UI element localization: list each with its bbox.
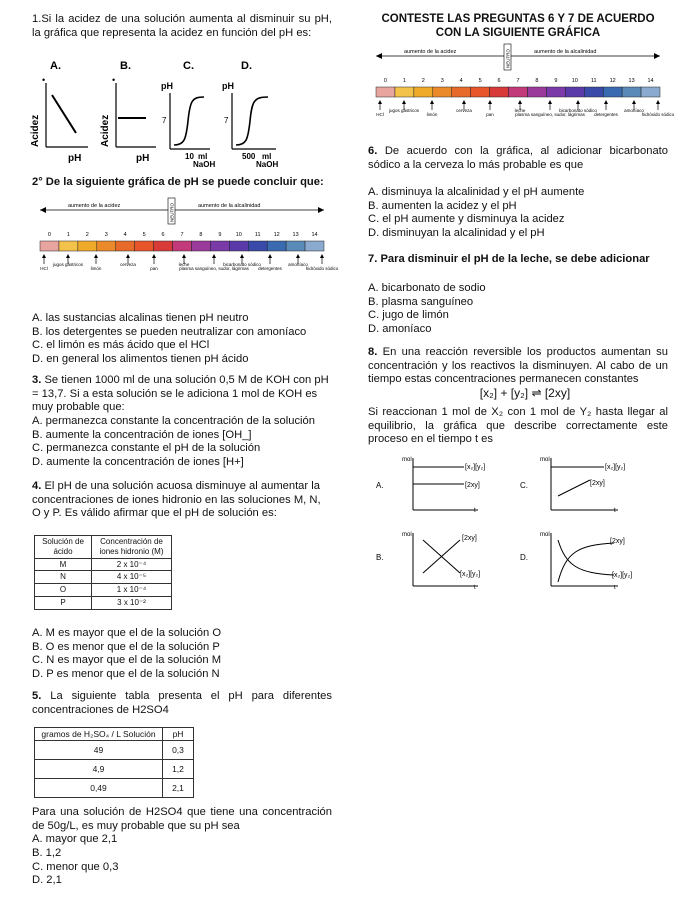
scale-number: 12	[609, 78, 616, 84]
scale-color-cell	[267, 241, 286, 251]
q8-c-xy: [x₂][y₂]	[605, 464, 626, 471]
ph-scale-left	[32, 196, 339, 296]
scale-number: 2	[85, 232, 89, 238]
q8-label-d: D.	[520, 553, 528, 562]
scale-item-arrow-head	[378, 100, 382, 104]
q1-graph-c-seven: 7	[162, 116, 167, 125]
scale-number: 8	[199, 232, 203, 238]
q1-graph-b-xlabel: pH	[136, 153, 150, 164]
scale-item-arrow-head	[320, 254, 324, 258]
question-1	[32, 13, 332, 40]
scale-color-cell	[248, 241, 267, 251]
scale-item-label: bicarbonato sódico	[223, 262, 261, 267]
section-header: CONTESTE LAS PREGUNTAS 6 Y 7 DE ACUERDO CON LA SIGUIENTE GRÁFICA	[381, 13, 655, 39]
q5-option-c[interactable]: C. menor que 0,3	[32, 860, 119, 873]
q5-cell: 1,2	[163, 760, 194, 779]
q1-graph-d	[222, 81, 278, 169]
question-1-text: 1.Si la acidez de una solución aumenta al disminuir su pH, la gráfica que representa la acidez en función del pH es:	[32, 13, 332, 39]
scale-number: 9	[554, 78, 558, 84]
scale-number: 10	[571, 78, 578, 84]
question-6-options	[368, 186, 668, 241]
q1-graph-d-xnum: 500	[242, 152, 256, 161]
q5-cell: 2,1	[163, 779, 194, 798]
scale-item-arrow-head	[402, 100, 406, 104]
scale-item-label: leche	[514, 108, 526, 113]
q4-cell: 3 x 10⁻²	[92, 596, 172, 609]
scale-number: 6	[497, 78, 501, 84]
scale-number: 7	[180, 232, 184, 238]
q8-c-t: t	[614, 508, 616, 514]
q8-label-a: A.	[376, 481, 384, 490]
scale-color-cell	[210, 241, 229, 251]
q5-option-b[interactable]: B. 1,2	[32, 846, 62, 859]
q6-option-b[interactable]: B. aumenten la acidez y el pH	[368, 199, 517, 212]
scale-number: 5	[478, 78, 482, 84]
scale-number: 0	[47, 232, 51, 238]
q4-num: 4.	[32, 480, 42, 492]
scale-color-cell	[490, 87, 509, 97]
scale-number: 4	[459, 78, 463, 84]
q2-option-c[interactable]: C. el limón es más ácido que el HCl	[32, 339, 210, 352]
q5-cell: 0,49	[35, 779, 163, 798]
scale-item-arrow-head	[94, 254, 98, 258]
q8-c-2xy: [2xy]	[590, 480, 605, 487]
q3-option-a[interactable]: A. permanezca constante la concentración de la solución	[32, 414, 315, 427]
scale-item-arrow-head	[462, 100, 466, 104]
scale-number: 0	[383, 78, 387, 84]
scale-item-arrow-head	[42, 254, 46, 258]
scale-color-cell	[286, 241, 305, 251]
q1-graph-d-xunit: ml	[262, 152, 272, 161]
scale-number: 14	[311, 232, 318, 238]
q4-option-a[interactable]: A. M es mayor que el de la solución O	[32, 627, 222, 639]
scale-item-label: limón	[90, 266, 102, 271]
question-2-text: 2° De la siguiente gráfica de pH se puede concluir que:	[32, 176, 324, 188]
q4-cell: O	[35, 584, 92, 597]
scale-color-cell	[584, 87, 603, 97]
q5-num: 5.	[32, 690, 42, 702]
scale-item-arrow-head	[296, 254, 300, 258]
q8-d-2xy: [2xy]	[610, 538, 625, 545]
question-7	[368, 253, 668, 267]
scale-item-label: plasma sanguíneo, sudor, lágrimas	[179, 266, 249, 271]
q5-cell: 4,9	[35, 760, 163, 779]
q1-graph-c	[161, 81, 215, 169]
scale-color-cell	[471, 87, 490, 97]
scale-item-arrow-head	[518, 100, 522, 104]
scale-number: 14	[647, 78, 654, 84]
ph-scale-right	[368, 42, 675, 142]
q5-th-grams: gramos de H₂SO₄ / L Solución	[35, 728, 163, 741]
scale-item-label: limón	[426, 112, 438, 117]
table-row	[35, 779, 194, 798]
q6-num: 6.	[368, 145, 378, 157]
scale-color-cell	[565, 87, 584, 97]
scale-color-cell	[59, 241, 78, 251]
q8-graph-a	[376, 457, 485, 514]
scale-number: 13	[628, 78, 635, 84]
q1-graph-c-xunit: ml	[198, 152, 208, 161]
q1-graph-c-xsub: NaOH	[193, 160, 216, 169]
q8-d-xy: [x₂][y₂]	[612, 572, 633, 579]
q4-body: El pH de una solución acuosa disminuye al aumentar la concentraciones de iones hidronio en las soluciones M, N, O y P. Es válido afirmar que el pH de solución es:	[32, 480, 321, 520]
q2-option-b[interactable]: B. los detergentes se pueden neutralizar con amoníaco	[32, 325, 307, 338]
scale-item-arrow-head	[152, 254, 156, 258]
q6-option-d[interactable]: D. disminuyan la alcalinidad y el pH	[368, 226, 545, 239]
scale-item-arrow-head	[430, 100, 434, 104]
q4-option-b[interactable]: B. O es menor que el de la solución P	[32, 640, 220, 653]
scale-item-arrow-head	[576, 100, 580, 104]
scale-item-arrow-head	[656, 100, 660, 104]
q5-th-ph: pH	[163, 728, 194, 741]
question-2-options	[32, 312, 332, 367]
table-row	[35, 741, 194, 760]
table-row	[35, 596, 172, 609]
scale-number: 8	[535, 78, 539, 84]
scale-number: 3	[440, 78, 444, 84]
q4-option-d[interactable]: D. P es menor que el de la solución N	[32, 667, 220, 680]
q3-num: 3.	[32, 374, 42, 386]
q4-cell: M	[35, 558, 92, 571]
q2-option-d[interactable]: D. en general los alimentos tienen pH ácido	[32, 352, 249, 365]
q7-option-a[interactable]: A. bicarbonato de sodio	[368, 282, 486, 294]
q8-b-xy: [x₂][y₂]	[460, 571, 481, 578]
q5-cell: 49	[35, 741, 163, 760]
q6-body: De acuerdo con la gráfica, al adicionar bicarbonato sódico a la cerveza lo más probable es que	[368, 145, 668, 171]
scale-color-cell	[622, 87, 641, 97]
scale-number: 3	[104, 232, 108, 238]
q5-option-d[interactable]: D. 2,1	[32, 874, 62, 887]
q4-cell: 2 x 10⁻⁴	[92, 558, 172, 571]
q5-option-a[interactable]: A. mayor que 2,1	[32, 833, 118, 846]
scale-neutral-label: NEUTRO	[505, 49, 511, 68]
q8-num: 8.	[368, 346, 378, 358]
scale-color-cell	[376, 87, 395, 97]
scale-color-cell	[603, 87, 622, 97]
scale-item-label: hidróxido sódico	[305, 266, 339, 271]
q8-graph-c	[520, 457, 625, 514]
scale-number: 12	[273, 232, 280, 238]
q8-d-t: t	[614, 585, 616, 591]
question-5-part2	[32, 806, 332, 888]
scale-color-cell	[433, 87, 452, 97]
scale-color-cell	[229, 241, 248, 251]
scale-arrow-right-head	[318, 207, 324, 213]
question-4-text	[32, 480, 332, 521]
scale-color-cell	[395, 87, 414, 97]
scale-item-label: amoníaco	[624, 108, 644, 113]
q8-label-c: C.	[520, 481, 528, 490]
q4-table	[34, 535, 172, 610]
scale-number: 1	[66, 232, 70, 238]
scale-acid-label: aumento de la acidez	[404, 49, 457, 55]
q4-cell: 4 x 10⁻⁵	[92, 571, 172, 584]
question-8	[368, 346, 668, 387]
scale-item-label: cerveza	[120, 262, 136, 267]
q4-cell: N	[35, 571, 92, 584]
q8-a-xy: [x₂][y₂]	[465, 464, 486, 471]
scale-item-label: jugos gástricos	[52, 262, 84, 267]
scale-acid-label: aumento de la acidez	[68, 203, 121, 209]
question-8-text2: Si reaccionan 1 mol de X₂ con 1 mol de Y₂ hasta llegar al equilibrio, la gráfica que describe correctamente este proceso en el tiempo t es	[368, 406, 668, 446]
scale-neutral-label: NEUTRO	[169, 203, 175, 222]
scale-number: 6	[161, 232, 165, 238]
q5-cell: 0,3	[163, 741, 194, 760]
q1-label-b: B.	[120, 60, 131, 72]
scale-arrow-left-head	[376, 53, 382, 59]
table-row	[35, 558, 172, 571]
question-7-text: 7. Para disminuir el pH de la leche, se debe adicionar	[368, 253, 650, 265]
q1-graph-a-xlabel: pH	[68, 153, 82, 164]
q1-graph-c-ylabel: pH	[161, 81, 173, 91]
scale-item-label: detergentes	[258, 266, 282, 271]
q8-body: En una reacción reversible los productos aumentan su concentración y los reactivos la disminuyen. Al cabo de un tiempo estas concentraciones permanecen constantes	[368, 346, 668, 386]
question-4	[32, 480, 332, 521]
q4-th-concentration: Concentración de iones hidronio (M)	[92, 536, 172, 559]
q5-table	[34, 727, 194, 798]
scale-item-label: hidróxido sódico	[641, 112, 675, 117]
question-5	[32, 690, 332, 717]
scale-item-label: cerveza	[456, 108, 472, 113]
q8-d-mol: mol	[540, 532, 550, 538]
q8-b-2xy: [2xy]	[462, 535, 477, 542]
scale-color-cell	[641, 87, 660, 97]
scale-color-cell	[78, 241, 97, 251]
q3-option-d[interactable]: D. aumente la concentración de iones [H+]	[32, 455, 244, 468]
q3-option-b[interactable]: B. aumente la concentración de iones [OH_]	[32, 428, 252, 441]
scale-color-cell	[546, 87, 565, 97]
scale-item-label: jugos gástricos	[388, 108, 420, 113]
q8-a-mol: mol	[402, 457, 412, 463]
q8-b-mol: mol	[402, 532, 412, 538]
q4-th-solution: Solución de ácido	[35, 536, 92, 559]
q1-label-c: C.	[183, 60, 194, 72]
q5-body: La siguiente tabla presenta el pH para diferentes concentraciones de H2SO4	[32, 690, 332, 716]
table-row	[35, 584, 172, 597]
scale-color-cell	[305, 241, 324, 251]
q4-cell: P	[35, 596, 92, 609]
question-1-graphs	[28, 55, 328, 175]
q1-label-d: D.	[241, 60, 252, 72]
scale-color-cell	[191, 241, 210, 251]
question-4-options	[32, 627, 332, 682]
scale-item-label: HCl	[40, 266, 48, 271]
q1-graph-d-seven: 7	[224, 116, 229, 125]
q1-graph-a	[30, 75, 88, 164]
scale-number: 5	[142, 232, 146, 238]
question-3	[32, 374, 332, 470]
q8-equation: [x₂] + [y₂] ⇌ [2xy]	[479, 386, 571, 400]
scale-color-cell	[414, 87, 433, 97]
q4-option-c[interactable]: C. N es mayor que el de la solución M	[32, 654, 222, 667]
q4-cell: 1 x 10⁻⁴	[92, 584, 172, 597]
scale-alk-label: aumento de la alcalinidad	[198, 203, 261, 209]
q8-graphs	[368, 448, 668, 608]
q1-graph-b-arrow: •	[112, 75, 116, 85]
q3-option-c[interactable]: C. permanezca constante el pH de la solución	[32, 442, 261, 455]
q8-graph-d	[520, 532, 632, 591]
q1-graph-b	[100, 75, 156, 164]
question-2-stem	[32, 176, 332, 190]
question-7-options	[368, 282, 668, 337]
q8-label-b: B.	[376, 553, 384, 562]
question-6-text	[368, 145, 668, 172]
question-6	[368, 145, 668, 172]
scale-color-cell	[97, 241, 116, 251]
q7-option-b[interactable]: B. plasma sanguíneo	[368, 295, 474, 308]
scale-number: 7	[516, 78, 520, 84]
scale-item-arrow-head	[126, 254, 130, 258]
scale-item-arrow-head	[632, 100, 636, 104]
q8-b-t: t	[474, 585, 476, 591]
scale-color-cell	[154, 241, 173, 251]
scale-item-label: detergentes	[594, 112, 618, 117]
scale-color-cell	[452, 87, 471, 97]
scale-color-cell	[116, 241, 135, 251]
scale-alk-label: aumento de la alcalinidad	[534, 49, 597, 55]
scale-item-arrow-head	[488, 100, 492, 104]
scale-color-cell	[135, 241, 154, 251]
scale-number: 10	[235, 232, 242, 238]
question-5-text	[32, 690, 332, 717]
q1-graph-a-ylabel: Acidez	[30, 114, 41, 147]
scale-item-arrow-head	[66, 254, 70, 258]
question-3-text	[32, 374, 332, 415]
q2-option-a[interactable]: A. las sustancias alcalinas tienen pH neutro	[32, 312, 249, 324]
q8-a-t: t	[474, 508, 476, 514]
q3-body: Se tienen 1000 ml de una solución 0,5 M de KOH con pH = 13,7. Si a esta solución se le adiciona 1 mol de KOH es muy probable que:	[32, 374, 329, 414]
question-5-text2: Para una solución de H2SO4 que tiene una concentración de 50g/L, es muy probable que su pH sea	[32, 806, 332, 832]
scale-item-label: leche	[178, 262, 190, 267]
scale-color-cell	[527, 87, 546, 97]
scale-item-label: plasma sanguíneo, sudor, lágrimas	[515, 112, 585, 117]
scale-item-label: amoníaco	[288, 262, 308, 267]
scale-number: 1	[402, 78, 406, 84]
scale-item-label: HCl	[376, 112, 384, 117]
scale-item-arrow-head	[212, 254, 216, 258]
q7-option-d[interactable]: D. amoníaco	[368, 322, 432, 335]
scale-number: 9	[218, 232, 222, 238]
question-8-text	[368, 346, 668, 387]
scale-number: 4	[123, 232, 127, 238]
scale-arrow-right-head	[654, 53, 660, 59]
question-8-part2	[368, 406, 668, 447]
q7-option-c[interactable]: C. jugo de limón	[368, 309, 449, 322]
q1-graph-b-ylabel: Acidez	[100, 114, 111, 147]
q8-c-mol: mol	[540, 457, 550, 463]
scale-number: 11	[590, 78, 597, 84]
scale-number: 13	[292, 232, 299, 238]
q6-option-c[interactable]: C. el pH aumente y disminuya la acidez	[368, 213, 565, 226]
scale-item-arrow-head	[240, 254, 244, 258]
scale-item-arrow-head	[182, 254, 186, 258]
scale-arrow-left-head	[40, 207, 46, 213]
scale-item-label: bicarbonato sódico	[559, 108, 597, 113]
scale-item-label: pan	[150, 266, 158, 271]
table-row	[35, 571, 172, 584]
scale-color-cell	[40, 241, 59, 251]
q8-a-2xy: [2xy]	[465, 482, 480, 489]
table-row	[35, 760, 194, 779]
scale-item-arrow-head	[268, 254, 272, 258]
q1-graph-a-arrow: •	[42, 75, 46, 85]
scale-item-label: pan	[486, 112, 494, 117]
q6-option-a[interactable]: A. disminuya la alcalinidad y el pH aumente	[368, 186, 585, 198]
scale-item-arrow-head	[604, 100, 608, 104]
scale-item-arrow-head	[548, 100, 552, 104]
q1-graph-d-xsub: NaOH	[256, 160, 279, 169]
scale-number: 2	[421, 78, 425, 84]
scale-color-cell	[173, 241, 192, 251]
q1-graph-c-xnum: 10	[185, 152, 194, 161]
q1-graph-d-ylabel: pH	[222, 81, 234, 91]
q1-label-a: A.	[50, 60, 61, 72]
scale-color-cell	[509, 87, 528, 97]
scale-number: 11	[254, 232, 261, 238]
q8-graph-b	[376, 532, 480, 591]
